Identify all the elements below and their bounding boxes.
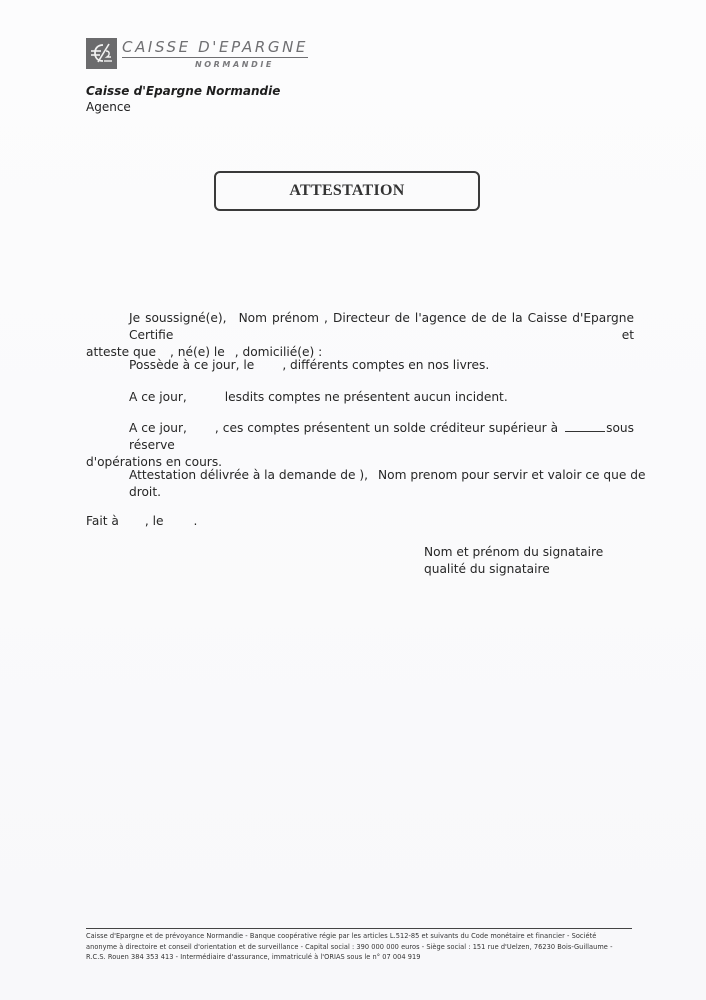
text-fragment: Nom prenom pour servir et valoir ce que de droit. [129,468,646,499]
text-fragment: lesdits comptes ne présentent aucun incident. [224,390,508,404]
sender-block [86,83,280,115]
paragraph-balance [86,420,634,471]
text-fragment: , né(e) le [169,345,225,359]
title-box [214,171,480,211]
brand-logo [86,38,308,69]
paragraph-declaration [86,310,634,361]
footer-divider [86,928,632,929]
declaration-line-1 [86,310,634,344]
text-fragment: A ce jour, [129,390,187,404]
text-fragment: , ces comptes présentent un solde créditeur supérieur à [214,421,559,435]
text-fragment: . [193,514,198,528]
signatory-name: Nom et prénom du signataire [424,545,604,559]
text-fragment: A ce jour, [129,421,187,435]
footer-line-3: R.C.S. Rouen 384 353 413 - Intermédiaire d'assurance, immatriculé à l'ORIAS sous le n° 07 004 919 [86,953,421,961]
balance-line-2: d'opérations en cours. [86,455,223,469]
text-fragment: , le [144,514,164,528]
text-fragment: Possède à ce jour, le [129,358,255,372]
caisse-epargne-squirrel-euro-icon [86,38,117,69]
text-fragment: Je soussigné(e), [129,311,227,325]
paragraph-request [86,467,677,501]
amount-blank [565,421,605,432]
sender-name: Caisse d'Epargne Normandie [86,84,281,98]
text-fragment: Fait à [86,514,119,528]
place-date [86,513,634,530]
signatory-role: qualité du signataire [424,562,550,576]
text-fragment: Nom prénom , Directeur de l'agence de de la Caisse d'Epargne Certifie et [129,311,634,342]
text-fragment: , différents comptes en nos livres. [282,358,490,372]
sender-unit: Agence [86,100,131,114]
text-fragment: atteste que [86,345,156,359]
footer-line-2: anonyme à directoire et conseil d'orientation et de surveillance - Capital social : 390 000 000 euros - Siège social : 151 rue d'Uelzen, 76230 Bois-Guillaume - [86,942,613,951]
legal-footer [86,931,634,963]
text-fragment: Attestation délivrée à la demande de ), [129,468,369,482]
paragraph-no-incident [86,389,677,406]
document-title: ATTESTATION [289,182,405,199]
signature-block [424,544,603,578]
brand-name: CAISSE D'EPARGNE [122,38,308,56]
text-fragment: , domicilié(e) : [234,345,323,359]
footer-line-1: Caisse d'Epargne et de prévoyance Normandie - Banque coopérative régie par les articles L.512-85 et suivants du Code monétaire et financier - Société [86,932,597,940]
balance-line-1 [86,420,634,454]
text-fragment: sous réserve [129,421,634,452]
paragraph-accounts [86,357,677,374]
brand-region: NORMANDIE [194,60,274,69]
